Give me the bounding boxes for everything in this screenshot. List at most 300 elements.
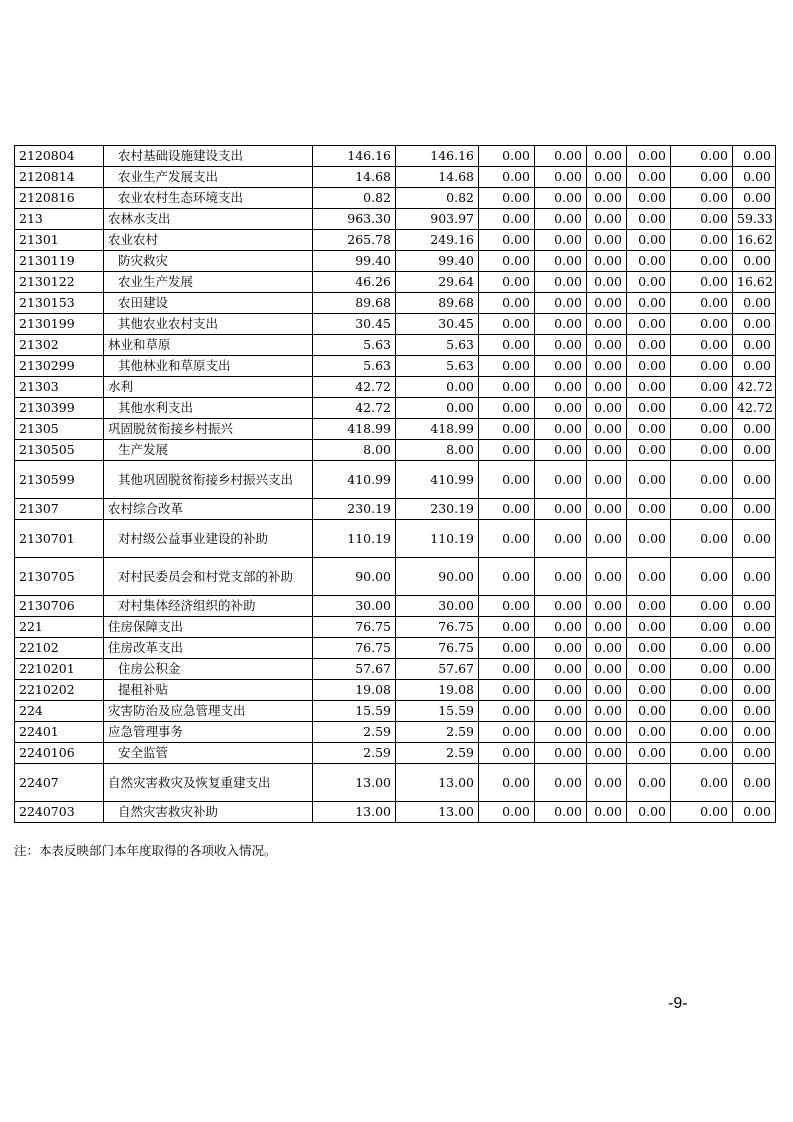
subject-name-cell: 农业农村 xyxy=(104,230,313,251)
subject-code-cell: 2130599 xyxy=(15,461,104,499)
subject-name-cell: 巩固脱贫衔接乡村振兴 xyxy=(104,419,313,440)
amount-cell: 0.82 xyxy=(396,188,479,209)
amount-cell: 0.00 xyxy=(627,377,671,398)
amount-cell: 5.63 xyxy=(313,335,396,356)
amount-cell: 0.00 xyxy=(479,638,535,659)
table-row xyxy=(15,335,776,356)
amount-cell: 0.00 xyxy=(479,440,535,461)
amount-cell: 0.00 xyxy=(733,743,776,764)
subject-code-cell: 22407 xyxy=(15,764,104,802)
amount-cell: 76.75 xyxy=(396,638,479,659)
amount-cell: 0.00 xyxy=(479,209,535,230)
amount-cell: 0.00 xyxy=(733,419,776,440)
amount-cell: 0.00 xyxy=(587,499,627,520)
amount-cell: 0.00 xyxy=(671,398,733,419)
subject-name-cell: 农业农村生态环境支出 xyxy=(104,188,313,209)
subject-name-cell: 农业生产发展 xyxy=(104,272,313,293)
table-row xyxy=(15,680,776,701)
subject-code-cell: 2130705 xyxy=(15,558,104,596)
amount-cell: 0.00 xyxy=(671,440,733,461)
amount-cell: 46.26 xyxy=(313,272,396,293)
amount-cell: 146.16 xyxy=(396,146,479,167)
table-row xyxy=(15,377,776,398)
amount-cell: 0.82 xyxy=(313,188,396,209)
amount-cell: 14.68 xyxy=(396,167,479,188)
amount-cell: 0.00 xyxy=(535,520,587,558)
amount-cell: 0.00 xyxy=(479,520,535,558)
amount-cell: 0.00 xyxy=(671,764,733,802)
amount-cell: 2.59 xyxy=(396,722,479,743)
amount-cell: 0.00 xyxy=(627,230,671,251)
amount-cell: 57.67 xyxy=(396,659,479,680)
amount-cell: 8.00 xyxy=(313,440,396,461)
amount-cell: 0.00 xyxy=(535,314,587,335)
subject-name-cell: 水利 xyxy=(104,377,313,398)
amount-cell: 963.30 xyxy=(313,209,396,230)
amount-cell: 0.00 xyxy=(627,356,671,377)
amount-cell: 0.00 xyxy=(671,209,733,230)
amount-cell: 0.00 xyxy=(479,617,535,638)
amount-cell: 0.00 xyxy=(535,167,587,188)
subject-code-cell: 2130119 xyxy=(15,251,104,272)
amount-cell: 0.00 xyxy=(627,461,671,499)
subject-name-cell: 提租补贴 xyxy=(104,680,313,701)
amount-cell: 0.00 xyxy=(671,230,733,251)
amount-cell: 0.00 xyxy=(535,356,587,377)
amount-cell: 0.00 xyxy=(671,596,733,617)
subject-code-cell: 2120804 xyxy=(15,146,104,167)
amount-cell: 30.45 xyxy=(396,314,479,335)
amount-cell: 0.00 xyxy=(479,230,535,251)
subject-name-cell: 农村基础设施建设支出 xyxy=(104,146,313,167)
amount-cell: 0.00 xyxy=(587,419,627,440)
amount-cell: 0.00 xyxy=(587,722,627,743)
amount-cell: 0.00 xyxy=(671,188,733,209)
amount-cell: 0.00 xyxy=(479,680,535,701)
amount-cell: 90.00 xyxy=(313,558,396,596)
amount-cell: 0.00 xyxy=(627,617,671,638)
amount-cell: 0.00 xyxy=(479,701,535,722)
amount-cell: 0.00 xyxy=(733,335,776,356)
subject-name-cell: 其他水利支出 xyxy=(104,398,313,419)
amount-cell: 0.00 xyxy=(671,293,733,314)
amount-cell: 0.00 xyxy=(479,293,535,314)
subject-name-cell: 农村综合改革 xyxy=(104,499,313,520)
amount-cell: 0.00 xyxy=(479,167,535,188)
amount-cell: 19.08 xyxy=(313,680,396,701)
amount-cell: 0.00 xyxy=(535,419,587,440)
table-row xyxy=(15,167,776,188)
table-row xyxy=(15,356,776,377)
amount-cell: 0.00 xyxy=(535,272,587,293)
table-row xyxy=(15,659,776,680)
amount-cell: 0.00 xyxy=(733,701,776,722)
amount-cell: 0.00 xyxy=(479,722,535,743)
amount-cell: 13.00 xyxy=(313,764,396,802)
subject-code-cell: 2130299 xyxy=(15,356,104,377)
amount-cell: 0.00 xyxy=(479,356,535,377)
amount-cell: 13.00 xyxy=(396,764,479,802)
table-row xyxy=(15,209,776,230)
page-number: -9- xyxy=(668,995,688,1012)
amount-cell: 0.00 xyxy=(479,499,535,520)
amount-cell: 16.62 xyxy=(733,272,776,293)
amount-cell: 0.00 xyxy=(479,251,535,272)
amount-cell: 0.00 xyxy=(733,293,776,314)
subject-code-cell: 221 xyxy=(15,617,104,638)
amount-cell: 0.00 xyxy=(733,314,776,335)
amount-cell: 0.00 xyxy=(587,743,627,764)
amount-cell: 0.00 xyxy=(627,188,671,209)
amount-cell: 0.00 xyxy=(535,499,587,520)
subject-code-cell: 2130153 xyxy=(15,293,104,314)
amount-cell: 0.00 xyxy=(535,680,587,701)
amount-cell: 0.00 xyxy=(587,638,627,659)
amount-cell: 42.72 xyxy=(733,377,776,398)
table-row xyxy=(15,230,776,251)
amount-cell: 0.00 xyxy=(479,802,535,823)
table-row xyxy=(15,558,776,596)
amount-cell: 42.72 xyxy=(733,398,776,419)
amount-cell: 76.75 xyxy=(396,617,479,638)
subject-name-cell: 其他农业农村支出 xyxy=(104,314,313,335)
amount-cell: 0.00 xyxy=(627,314,671,335)
subject-name-cell: 应急管理事务 xyxy=(104,722,313,743)
amount-cell: 0.00 xyxy=(587,146,627,167)
amount-cell: 0.00 xyxy=(733,802,776,823)
table-row xyxy=(15,596,776,617)
amount-cell: 0.00 xyxy=(627,167,671,188)
amount-cell: 13.00 xyxy=(396,802,479,823)
subject-name-cell: 安全监管 xyxy=(104,743,313,764)
amount-cell: 0.00 xyxy=(671,680,733,701)
amount-cell: 30.45 xyxy=(313,314,396,335)
amount-cell: 0.00 xyxy=(479,314,535,335)
amount-cell: 0.00 xyxy=(733,596,776,617)
amount-cell: 0.00 xyxy=(627,209,671,230)
subject-code-cell: 21302 xyxy=(15,335,104,356)
amount-cell: 30.00 xyxy=(396,596,479,617)
subject-code-cell: 22102 xyxy=(15,638,104,659)
amount-cell: 0.00 xyxy=(733,146,776,167)
subject-code-cell: 21305 xyxy=(15,419,104,440)
table-row xyxy=(15,499,776,520)
table-row xyxy=(15,419,776,440)
subject-name-cell: 生产发展 xyxy=(104,440,313,461)
amount-cell: 110.19 xyxy=(313,520,396,558)
amount-cell: 0.00 xyxy=(671,251,733,272)
subject-code-cell: 22401 xyxy=(15,722,104,743)
amount-cell: 0.00 xyxy=(627,764,671,802)
subject-name-cell: 自然灾害救灾及恢复重建支出 xyxy=(104,764,313,802)
amount-cell: 0.00 xyxy=(587,520,627,558)
amount-cell: 0.00 xyxy=(733,356,776,377)
amount-cell: 410.99 xyxy=(396,461,479,499)
amount-cell: 0.00 xyxy=(627,251,671,272)
amount-cell: 0.00 xyxy=(535,617,587,638)
subject-code-cell: 2130122 xyxy=(15,272,104,293)
amount-cell: 0.00 xyxy=(733,440,776,461)
amount-cell: 0.00 xyxy=(479,335,535,356)
amount-cell: 57.67 xyxy=(313,659,396,680)
amount-cell: 15.59 xyxy=(396,701,479,722)
amount-cell: 0.00 xyxy=(535,440,587,461)
amount-cell: 0.00 xyxy=(671,356,733,377)
amount-cell: 0.00 xyxy=(627,419,671,440)
amount-cell: 0.00 xyxy=(587,188,627,209)
amount-cell: 0.00 xyxy=(671,167,733,188)
table-row xyxy=(15,638,776,659)
amount-cell: 0.00 xyxy=(587,398,627,419)
amount-cell: 99.40 xyxy=(313,251,396,272)
amount-cell: 0.00 xyxy=(535,335,587,356)
table-row xyxy=(15,802,776,823)
amount-cell: 0.00 xyxy=(627,398,671,419)
amount-cell: 0.00 xyxy=(587,293,627,314)
amount-cell: 0.00 xyxy=(587,377,627,398)
subject-code-cell: 2130706 xyxy=(15,596,104,617)
table-row xyxy=(15,314,776,335)
amount-cell: 0.00 xyxy=(671,558,733,596)
subject-name-cell: 对村级公益事业建设的补助 xyxy=(104,520,313,558)
amount-cell: 0.00 xyxy=(535,398,587,419)
amount-cell: 2.59 xyxy=(396,743,479,764)
table-row xyxy=(15,146,776,167)
amount-cell: 14.68 xyxy=(313,167,396,188)
amount-cell: 0.00 xyxy=(479,146,535,167)
amount-cell: 0.00 xyxy=(627,293,671,314)
amount-cell: 0.00 xyxy=(587,659,627,680)
amount-cell: 0.00 xyxy=(479,188,535,209)
table-row xyxy=(15,398,776,419)
amount-cell: 0.00 xyxy=(671,802,733,823)
amount-cell: 146.16 xyxy=(313,146,396,167)
amount-cell: 0.00 xyxy=(396,377,479,398)
subject-code-cell: 2130701 xyxy=(15,520,104,558)
subject-code-cell: 2240703 xyxy=(15,802,104,823)
amount-cell: 0.00 xyxy=(535,146,587,167)
amount-cell: 0.00 xyxy=(479,659,535,680)
subject-name-cell: 农田建设 xyxy=(104,293,313,314)
amount-cell: 0.00 xyxy=(587,680,627,701)
amount-cell: 0.00 xyxy=(733,499,776,520)
amount-cell: 418.99 xyxy=(313,419,396,440)
amount-cell: 0.00 xyxy=(671,335,733,356)
amount-cell: 0.00 xyxy=(627,743,671,764)
subject-name-cell: 住房公积金 xyxy=(104,659,313,680)
amount-cell: 0.00 xyxy=(479,764,535,802)
subject-name-cell: 住房保障支出 xyxy=(104,617,313,638)
subject-name-cell: 防灾救灾 xyxy=(104,251,313,272)
subject-name-cell: 其他林业和草原支出 xyxy=(104,356,313,377)
subject-code-cell: 21303 xyxy=(15,377,104,398)
amount-cell: 16.62 xyxy=(733,230,776,251)
amount-cell: 0.00 xyxy=(733,461,776,499)
amount-cell: 0.00 xyxy=(587,335,627,356)
amount-cell: 0.00 xyxy=(733,722,776,743)
amount-cell: 0.00 xyxy=(671,701,733,722)
amount-cell: 0.00 xyxy=(535,764,587,802)
amount-cell: 0.00 xyxy=(479,419,535,440)
amount-cell: 30.00 xyxy=(313,596,396,617)
amount-cell: 76.75 xyxy=(313,617,396,638)
subject-code-cell: 2210202 xyxy=(15,680,104,701)
subject-name-cell: 住房改革支出 xyxy=(104,638,313,659)
amount-cell: 0.00 xyxy=(587,356,627,377)
amount-cell: 0.00 xyxy=(535,638,587,659)
amount-cell: 0.00 xyxy=(671,272,733,293)
amount-cell: 0.00 xyxy=(479,398,535,419)
amount-cell: 19.08 xyxy=(396,680,479,701)
amount-cell: 0.00 xyxy=(479,596,535,617)
amount-cell: 0.00 xyxy=(671,419,733,440)
amount-cell: 0.00 xyxy=(671,743,733,764)
subject-name-cell: 对村集体经济组织的补助 xyxy=(104,596,313,617)
amount-cell: 0.00 xyxy=(535,461,587,499)
amount-cell: 0.00 xyxy=(396,398,479,419)
income-table xyxy=(14,145,776,823)
amount-cell: 265.78 xyxy=(313,230,396,251)
subject-name-cell: 自然灾害救灾补助 xyxy=(104,802,313,823)
subject-name-cell: 其他巩固脱贫衔接乡村振兴支出 xyxy=(104,461,313,499)
amount-cell: 0.00 xyxy=(535,558,587,596)
amount-cell: 0.00 xyxy=(627,272,671,293)
subject-code-cell: 2130505 xyxy=(15,440,104,461)
amount-cell: 0.00 xyxy=(587,209,627,230)
amount-cell: 89.68 xyxy=(313,293,396,314)
amount-cell: 0.00 xyxy=(535,659,587,680)
amount-cell: 0.00 xyxy=(587,167,627,188)
amount-cell: 110.19 xyxy=(396,520,479,558)
amount-cell: 0.00 xyxy=(479,377,535,398)
amount-cell: 0.00 xyxy=(627,680,671,701)
subject-name-cell: 灾害防治及应急管理支出 xyxy=(104,701,313,722)
amount-cell: 0.00 xyxy=(587,701,627,722)
amount-cell: 0.00 xyxy=(535,596,587,617)
amount-cell: 42.72 xyxy=(313,377,396,398)
amount-cell: 0.00 xyxy=(535,209,587,230)
table-row xyxy=(15,293,776,314)
amount-cell: 0.00 xyxy=(479,743,535,764)
amount-cell: 0.00 xyxy=(627,802,671,823)
amount-cell: 0.00 xyxy=(535,230,587,251)
amount-cell: 0.00 xyxy=(733,764,776,802)
amount-cell: 0.00 xyxy=(587,230,627,251)
amount-cell: 0.00 xyxy=(671,638,733,659)
amount-cell: 0.00 xyxy=(671,146,733,167)
subject-code-cell: 2120814 xyxy=(15,167,104,188)
amount-cell: 0.00 xyxy=(587,764,627,802)
amount-cell: 0.00 xyxy=(733,558,776,596)
amount-cell: 0.00 xyxy=(627,440,671,461)
table-row xyxy=(15,722,776,743)
amount-cell: 0.00 xyxy=(733,188,776,209)
amount-cell: 0.00 xyxy=(535,701,587,722)
amount-cell: 0.00 xyxy=(587,440,627,461)
amount-cell: 0.00 xyxy=(535,251,587,272)
amount-cell: 230.19 xyxy=(313,499,396,520)
table-row xyxy=(15,251,776,272)
amount-cell: 0.00 xyxy=(671,461,733,499)
table-row xyxy=(15,764,776,802)
subject-code-cell: 224 xyxy=(15,701,104,722)
amount-cell: 0.00 xyxy=(733,659,776,680)
amount-cell: 0.00 xyxy=(671,722,733,743)
amount-cell: 0.00 xyxy=(587,617,627,638)
amount-cell: 0.00 xyxy=(733,251,776,272)
amount-cell: 0.00 xyxy=(627,520,671,558)
subject-code-cell: 2210201 xyxy=(15,659,104,680)
subject-code-cell: 21307 xyxy=(15,499,104,520)
amount-cell: 0.00 xyxy=(733,617,776,638)
table-row xyxy=(15,461,776,499)
amount-cell: 0.00 xyxy=(535,722,587,743)
amount-cell: 0.00 xyxy=(627,659,671,680)
subject-name-cell: 林业和草原 xyxy=(104,335,313,356)
amount-cell: 0.00 xyxy=(535,377,587,398)
amount-cell: 0.00 xyxy=(671,377,733,398)
amount-cell: 0.00 xyxy=(671,659,733,680)
amount-cell: 0.00 xyxy=(733,680,776,701)
amount-cell: 42.72 xyxy=(313,398,396,419)
subject-name-cell: 对村民委员会和村党支部的补助 xyxy=(104,558,313,596)
amount-cell: 0.00 xyxy=(627,499,671,520)
amount-cell: 2.59 xyxy=(313,722,396,743)
table-row xyxy=(15,701,776,722)
amount-cell: 0.00 xyxy=(671,314,733,335)
subject-name-cell: 农业生产发展支出 xyxy=(104,167,313,188)
subject-code-cell: 2120816 xyxy=(15,188,104,209)
amount-cell: 59.33 xyxy=(733,209,776,230)
table-row xyxy=(15,520,776,558)
amount-cell: 0.00 xyxy=(479,558,535,596)
amount-cell: 230.19 xyxy=(396,499,479,520)
amount-cell: 0.00 xyxy=(587,802,627,823)
amount-cell: 15.59 xyxy=(313,701,396,722)
subject-name-cell: 农林水支出 xyxy=(104,209,313,230)
amount-cell: 0.00 xyxy=(587,596,627,617)
subject-code-cell: 213 xyxy=(15,209,104,230)
amount-cell: 418.99 xyxy=(396,419,479,440)
subject-code-cell: 21301 xyxy=(15,230,104,251)
amount-cell: 0.00 xyxy=(587,558,627,596)
amount-cell: 0.00 xyxy=(587,272,627,293)
amount-cell: 0.00 xyxy=(627,335,671,356)
subject-code-cell: 2240106 xyxy=(15,743,104,764)
amount-cell: 0.00 xyxy=(627,558,671,596)
amount-cell: 0.00 xyxy=(627,638,671,659)
amount-cell: 0.00 xyxy=(535,802,587,823)
amount-cell: 0.00 xyxy=(587,251,627,272)
amount-cell: 99.40 xyxy=(396,251,479,272)
amount-cell: 2.59 xyxy=(313,743,396,764)
amount-cell: 0.00 xyxy=(671,520,733,558)
table-row xyxy=(15,617,776,638)
amount-cell: 76.75 xyxy=(313,638,396,659)
amount-cell: 0.00 xyxy=(535,188,587,209)
subject-code-cell: 2130199 xyxy=(15,314,104,335)
amount-cell: 0.00 xyxy=(627,701,671,722)
table-note: 注：本表反映部门本年度取得的各项收入情况。 xyxy=(14,843,277,858)
amount-cell: 0.00 xyxy=(587,314,627,335)
amount-cell: 0.00 xyxy=(671,617,733,638)
amount-cell: 0.00 xyxy=(627,146,671,167)
table-body xyxy=(15,146,776,823)
amount-cell: 5.63 xyxy=(396,335,479,356)
amount-cell: 0.00 xyxy=(627,722,671,743)
amount-cell: 410.99 xyxy=(313,461,396,499)
amount-cell: 903.97 xyxy=(396,209,479,230)
